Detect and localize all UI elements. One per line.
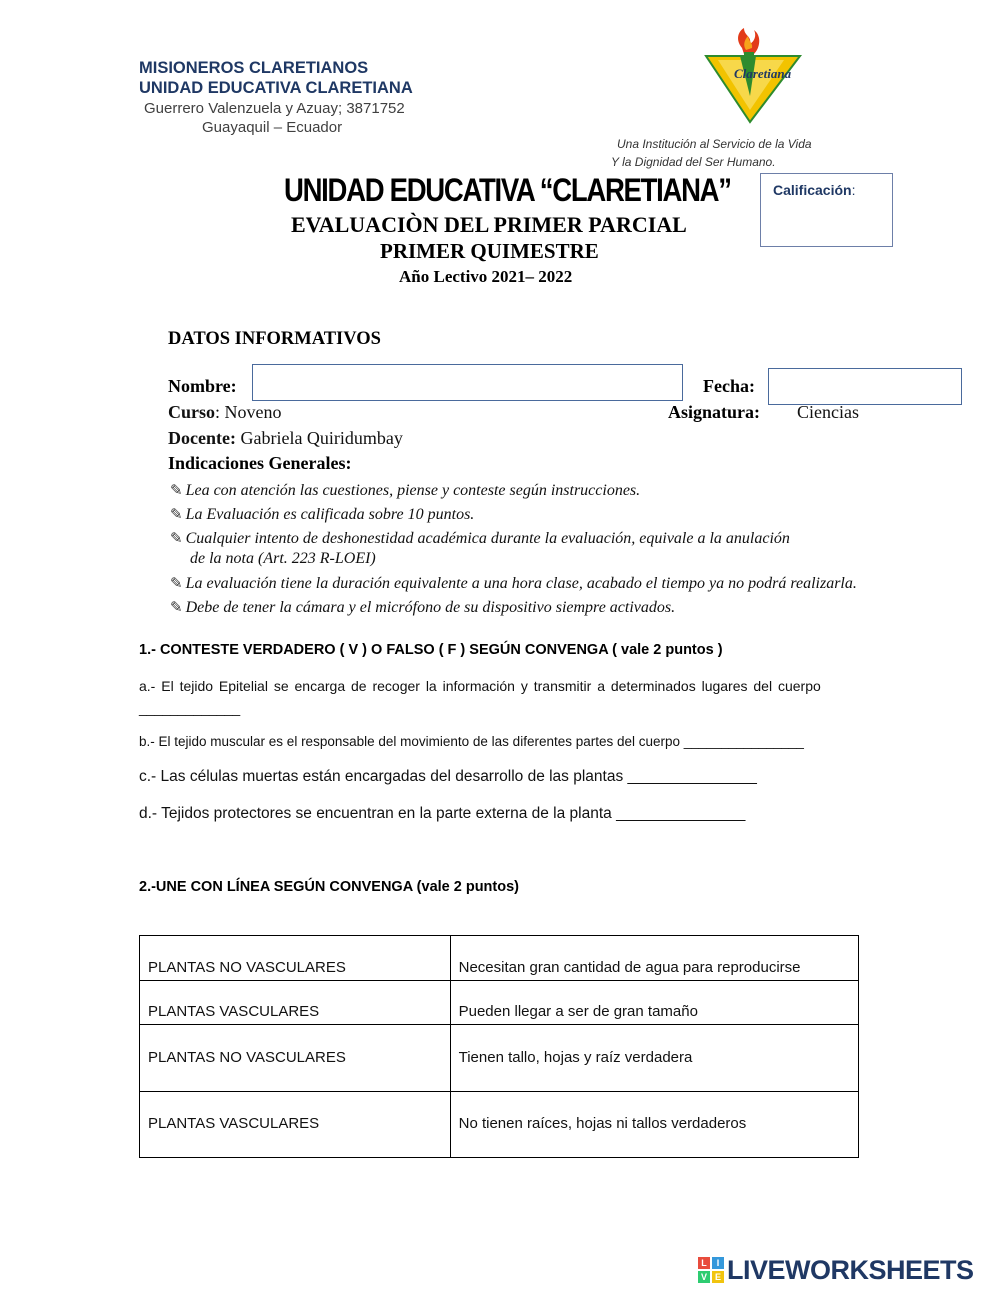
grade-label-colon: : [851,182,856,198]
teacher-value: Gabriela Quiridumbay [235,428,403,448]
motto-line-1: Una Institución al Servicio de la Vida [617,137,812,151]
pencil-icon: ✎ [170,600,183,616]
teacher-line [168,428,403,449]
indication-text-continued: de la nota (Art. 223 R-LOEI) [190,550,376,567]
header-address: Guerrero Valenzuela y Azuay; 3871752 [144,100,405,117]
table-cell-left[interactable]: PLANTAS NO VASCULARES [140,1025,451,1092]
matching-table [139,935,859,1158]
indication-text: La Evaluación es calificada sobre 10 puntos. [185,506,475,523]
course-line [168,402,282,423]
indication-item [170,598,675,617]
table-cell-left[interactable]: PLANTAS VASCULARES [140,981,451,1025]
grade-label-text: Calificación [773,182,852,198]
pencil-icon: ✎ [170,576,183,592]
table-row [140,936,859,981]
page-title: UNIDAD EDUCATIVA “CLARETIANA” [284,172,731,208]
school-logo [700,26,810,126]
indication-text: Cualquier intento de deshonestidad académica durante la evaluación, equivale a la anulación [185,530,790,547]
course-value: : Noveno [215,402,282,422]
logo-text: Claretiana [734,66,792,81]
name-label: Nombre: [168,376,237,396]
name-field-value [253,365,682,377]
course-label: Curso [168,402,216,422]
table-cell-right[interactable]: No tienen raíces, hojas ni tallos verdaderos [450,1092,858,1158]
section-title: DATOS INFORMATIVOS [168,329,381,349]
table-row [140,981,859,1025]
indication-item [170,529,790,548]
pencil-icon: ✎ [170,531,183,547]
subject-label: Asignatura: [668,402,761,422]
liveworksheets-watermark [698,1253,974,1287]
name-field[interactable] [252,364,683,401]
table-cell-right[interactable]: Pueden llegar a ser de gran tamaño [450,981,858,1025]
question-2-title: 2.-UNE CON LÍNEA SEGÚN CONVENGA (vale 2 puntos) [139,879,519,895]
question-1-title: 1.- CONTESTE VERDADERO ( V ) O FALSO ( F ) SEGÚN CONVENGA ( vale 2 puntos ) [139,642,723,658]
liveworksheets-logo-icon [698,1257,724,1283]
pencil-icon: ✎ [170,507,183,523]
liveworksheets-text: LIVEWORKSHEETS [727,1254,974,1285]
teacher-label: Docente: [168,428,236,448]
indications-label: Indicaciones Generales: [168,453,352,473]
indication-text: La evaluación tiene la duración equivalente a una hora clase, acabado el tiempo ya no podrá realizarla. [185,575,857,592]
indication-item [170,574,857,593]
question-1-item-a-blank[interactable]: _____________ [139,700,241,716]
date-field-value [769,369,961,381]
header-line-1: MISIONEROS CLARETIANOS [139,59,369,77]
date-field[interactable] [768,368,962,405]
question-1-item-d: d.- Tejidos protectores se encuentran en la parte externa de la planta _______________ [139,805,746,822]
indication-text: Debe de tener la cámara y el micrófono de su dispositivo siempre activados. [185,599,676,616]
question-1-item-b: b.- El tejido muscular es el responsable del movimiento de las diferentes partes del cuerpo ________________ [139,734,804,749]
table-cell-right[interactable]: Tienen tallo, hojas y raíz verdadera [450,1025,858,1092]
table-row [140,1025,859,1092]
table-cell-left[interactable]: PLANTAS VASCULARES [140,1092,451,1158]
logo-letter: L [698,1257,710,1269]
table-cell-left[interactable]: PLANTAS NO VASCULARES [140,936,451,981]
header-city: Guayaquil – Ecuador [202,119,343,136]
indication-item [170,481,640,500]
term-title: PRIMER QUIMESTRE [380,239,599,263]
school-year: Año Lectivo 2021– 2022 [399,267,573,286]
logo-letter: I [712,1257,724,1269]
subject-value: Ciencias [797,402,859,422]
question-1-item-c: c.- Las células muertas están encargadas del desarrollo de las plantas _______________ [139,768,757,785]
motto-line-2: Y la Dignidad del Ser Humano. [611,155,776,169]
table-cell-right[interactable]: Necesitan gran cantidad de agua para reproducirse [450,936,858,981]
grade-box[interactable] [760,173,893,247]
logo-letter: E [712,1271,724,1283]
exam-title: EVALUACIÒN DEL PRIMER PARCIAL [291,212,687,237]
grade-label [773,182,855,198]
table-row [140,1092,859,1158]
header-line-2: UNIDAD EDUCATIVA CLARETIANA [139,79,413,97]
indication-item [170,505,474,524]
indication-text: Lea con atención las cuestiones, piense y conteste según instrucciones. [185,482,641,499]
question-1-item-a: a.- El tejido Epitelial se encarga de recoger la información y transmitir a determinados lugares del cuerpo [139,678,821,694]
logo-letter: V [698,1271,710,1283]
date-label: Fecha: [703,376,755,396]
pencil-icon: ✎ [170,483,183,499]
